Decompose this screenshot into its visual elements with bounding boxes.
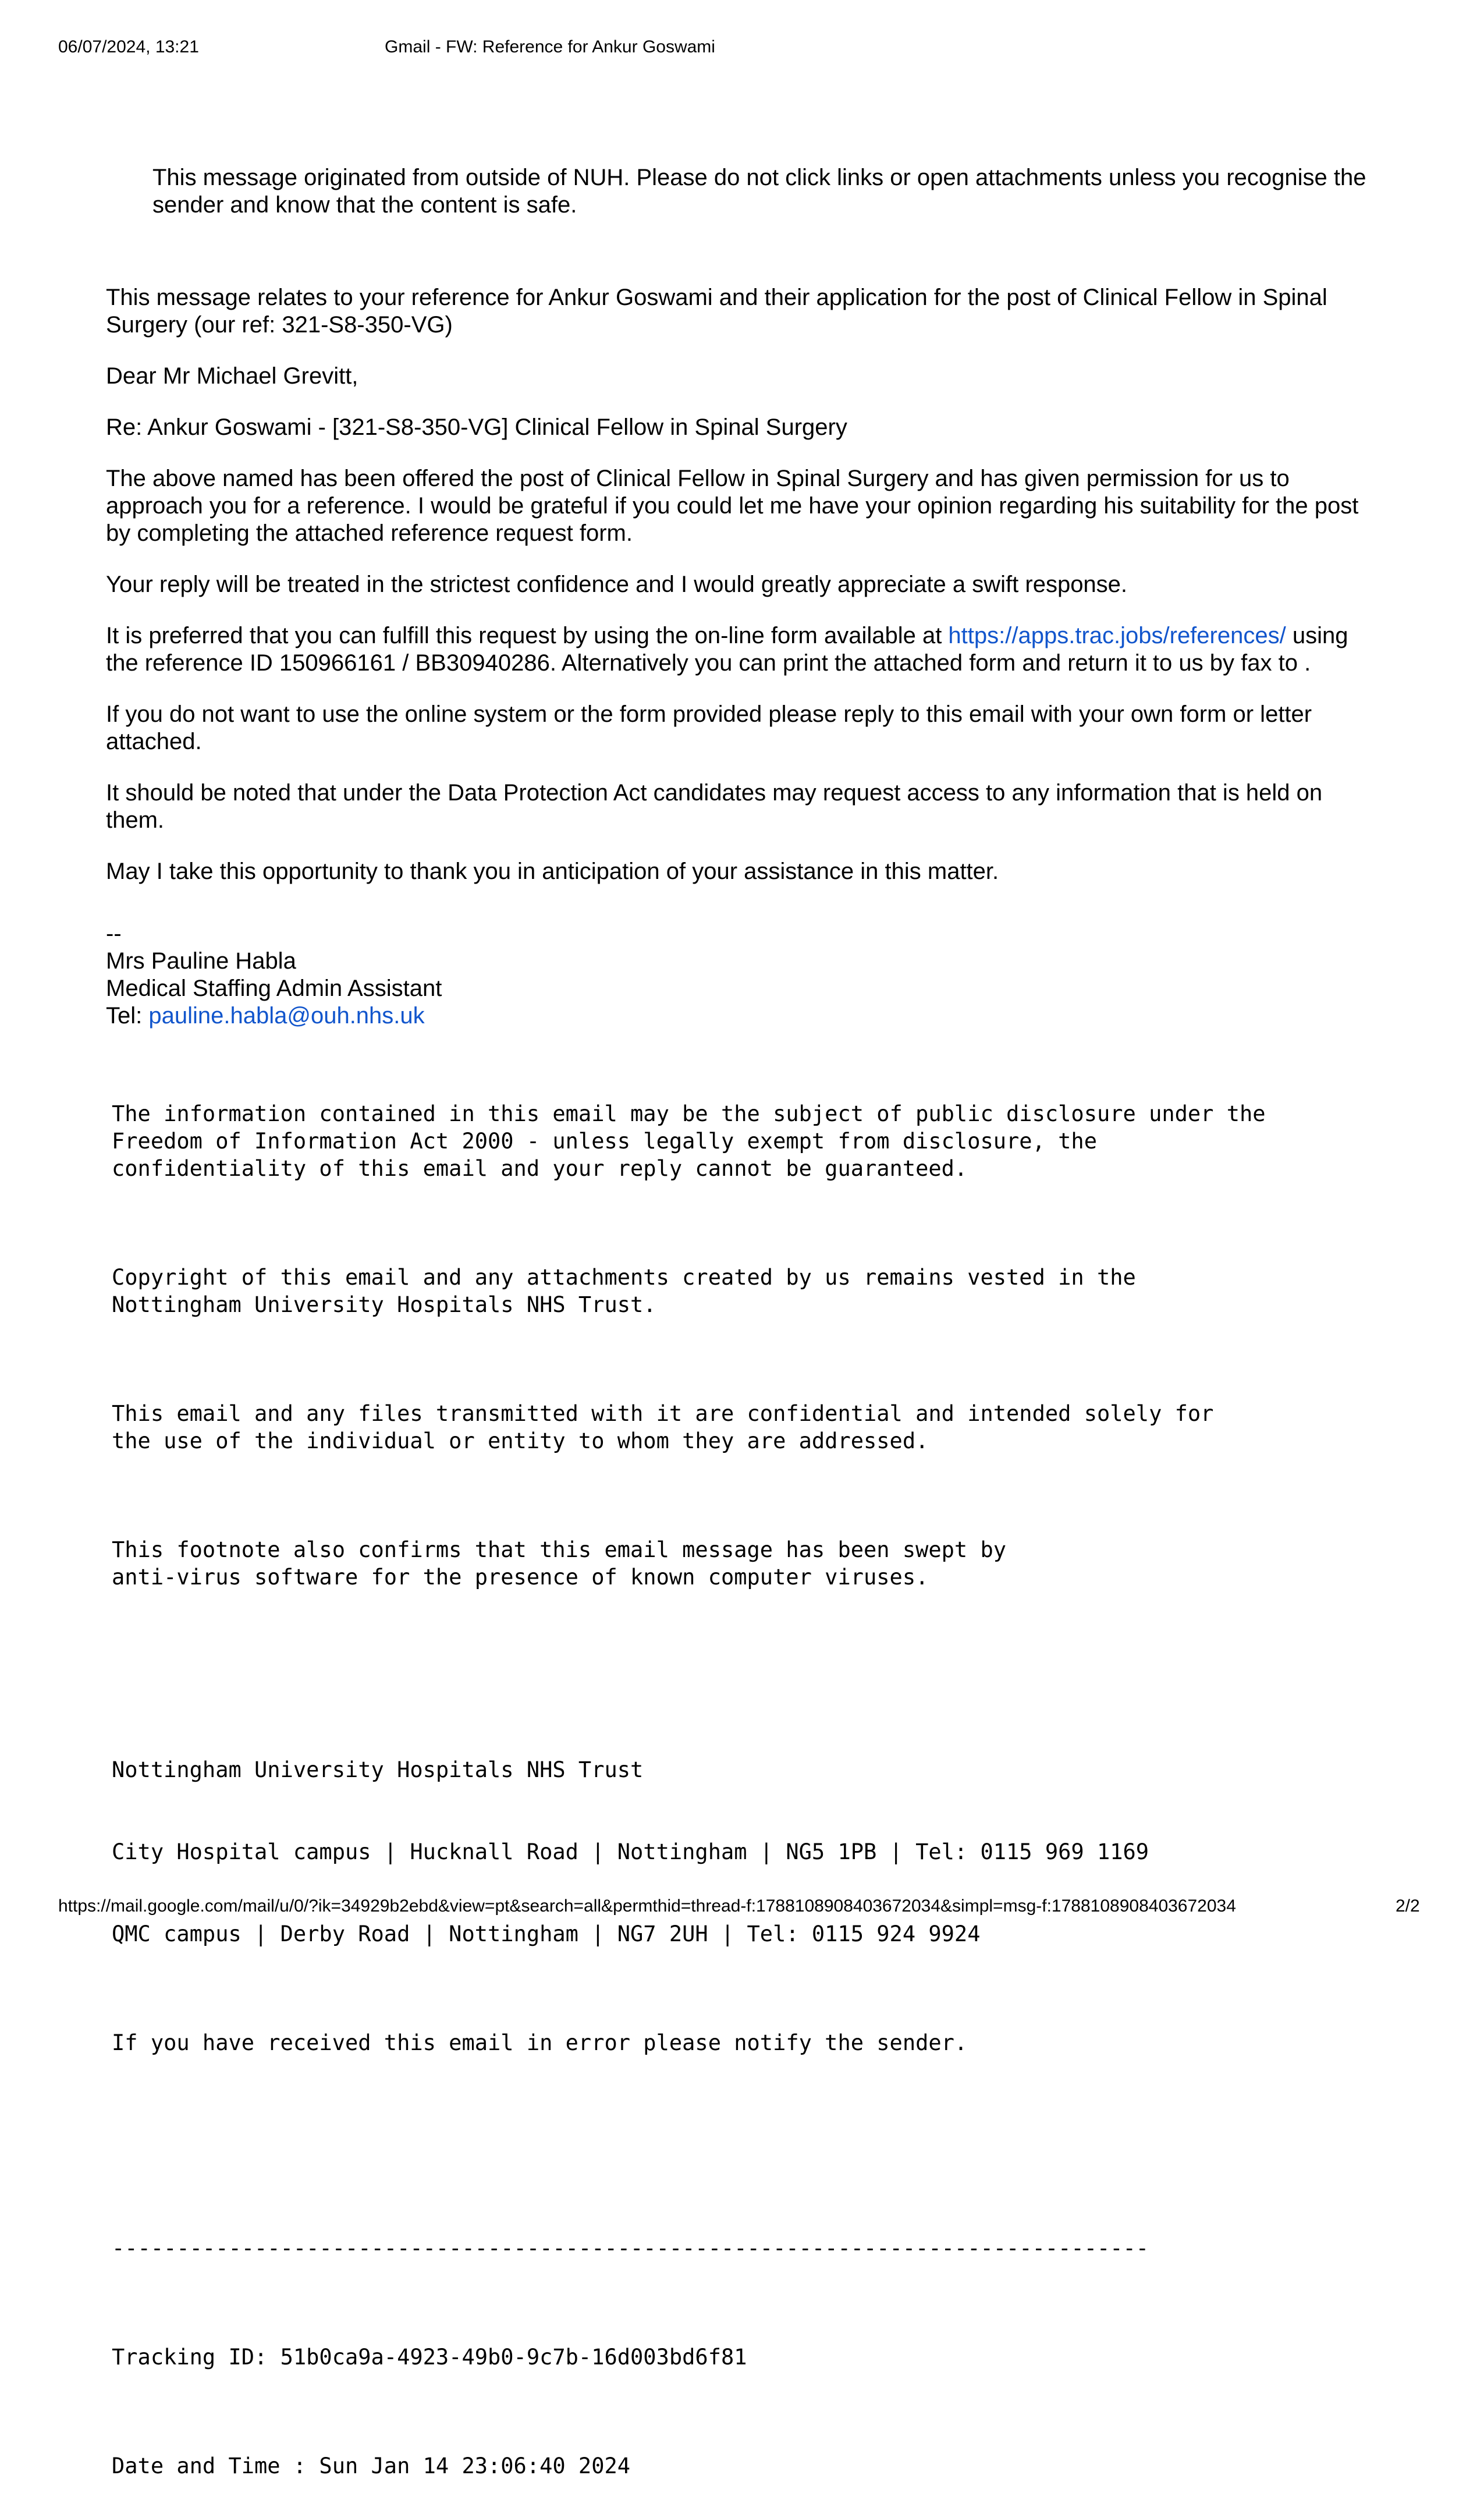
- print-header-datetime: 06/07/2024, 13:21: [58, 37, 199, 56]
- disclaimer-confidential: This email and any files transmitted with it are confidential and intended solely for the use of the individual or entity to whom they are addressed.: [112, 1401, 1214, 1453]
- message-subject-line: Re: Ankur Goswami - [321-S8-350-VG] Clinical Fellow in Spinal Surgery: [106, 414, 847, 440]
- online-form-text-after: using the reference ID 150966161 / BB30940286. Alternatively you can print the attached form and return it to us by fax to .: [106, 623, 1348, 676]
- signature-role: Medical Staffing Admin Assistant: [106, 976, 442, 1001]
- message-paragraph-confidence: Your reply will be treated in the strictest confidence and I would greatly appreciate a swift response.: [106, 572, 1128, 597]
- disclaimer-trust-name: Nottingham University Hospitals NHS Trust: [112, 1757, 644, 1782]
- print-header-title: Gmail - FW: Reference for Ankur Goswami: [385, 37, 715, 56]
- disclaimer-divider: --------------------------------------------------------------------------------: [112, 2236, 1149, 2261]
- signature-separator: --: [106, 921, 122, 946]
- message-paragraph-offer: The above named has been offered the post of Clinical Fellow in Spinal Surgery and has given permission for us to approach you for a reference. I would be grateful if you could let me have your opinion regarding his suitability for the post by completing the attached reference request form.: [106, 466, 1359, 546]
- print-footer-page-number: 2/2: [1396, 1896, 1420, 1916]
- online-form-text-before: It is preferred that you can fulfill this request by using the on-line form available at: [106, 623, 949, 648]
- disclaimer-qmc-campus: QMC campus | Derby Road | Nottingham | NG7 2UH | Tel: 0115 924 9924: [112, 1921, 981, 1946]
- message-paragraph-thanks: May I take this opportunity to thank you in anticipation of your assistance in this matter.: [106, 859, 999, 884]
- disclaimer-city-campus: City Hospital campus | Hucknall Road | Nottingham | NG5 1PB | Tel: 0115 969 1169: [112, 1839, 1149, 1864]
- message-intro: This message relates to your reference for Ankur Goswami and their application for the post of Clinical Fellow in Spinal Surgery (our ref: 321-S8-350-VG): [106, 285, 1327, 338]
- tracking-id: Tracking ID: 51b0ca9a-4923-49b0-9c7b-16d003bd6f81: [112, 2345, 747, 2370]
- message-body: [106, 284, 1386, 1030]
- disclaimer-antivirus: This footnote also confirms that this email message has been swept by anti-virus software for the presence of known computer viruses.: [112, 1537, 1007, 1590]
- disclaimer-copyright: Copyright of this email and any attachments created by us remains vested in the Nottingham University Hospitals NHS Trust.: [112, 1265, 1136, 1317]
- signature-email-link[interactable]: pauline.habla@ouh.nhs.uk: [148, 1003, 425, 1029]
- message-greeting: Dear Mr Michael Grevitt,: [106, 363, 358, 389]
- message-paragraph-alternative: If you do not want to use the online system or the form provided please reply to this email with your own form or letter attached.: [106, 701, 1312, 754]
- tracking-datetime: Date and Time : Sun Jan 14 23:06:40 2024: [112, 2453, 631, 2478]
- disclaimer-foi: The information contained in this email may be the subject of public disclosure under the Freedom of Information Act 2000 - unless legally exempt from disclosure, the confidentiality of this email and your reply cannot be guaranteed.: [112, 1101, 1266, 1181]
- signature-tel-label: Tel:: [106, 1003, 149, 1029]
- message-paragraph-data-protection: It should be noted that under the Data Protection Act candidates may request access to any information that is held on them.: [106, 780, 1323, 833]
- signature-name: Mrs Pauline Habla: [106, 948, 296, 974]
- references-link[interactable]: https://apps.trac.jobs/references/: [948, 623, 1286, 648]
- message-paragraph-online-form: [106, 622, 1386, 677]
- disclaimer-error-notice: If you have received this email in error please notify the sender.: [112, 2030, 968, 2055]
- email-disclaimer: [112, 1045, 1421, 2507]
- signature: [106, 920, 1386, 1030]
- print-footer-url: https://mail.google.com/mail/u/0/?ik=34929b2ebd&view=pt&search=all&permthid=thread-f:1788108908403672034&simpl=msg-f:1788108908403672034: [58, 1896, 1236, 1916]
- signature-contact: [106, 1002, 1386, 1030]
- external-sender-warning: This message originated from outside of NUH. Please do not click links or open attachments unless you recognise the sender and know that the content is safe.: [152, 165, 1366, 218]
